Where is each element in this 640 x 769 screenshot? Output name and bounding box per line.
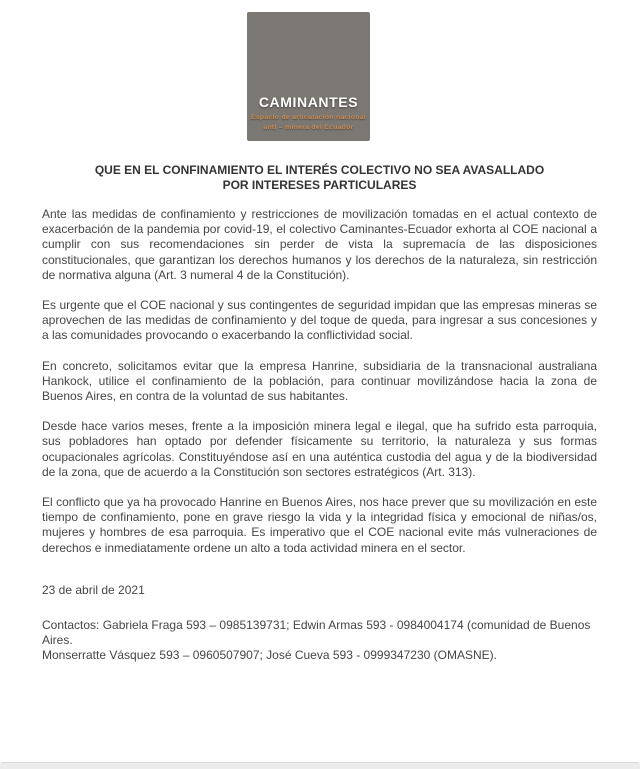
headline-line-2: POR INTERESES PARTICULARES bbox=[222, 178, 417, 192]
contacts-block bbox=[42, 618, 597, 664]
headline-line-1: QUE EN EL CONFINAMIENTO EL INTERÉS COLECTIVO NO SEA AVASALLADO bbox=[94, 163, 545, 177]
caminantes-logo-subtitle-line1: Espacio de articulación nacional bbox=[251, 114, 366, 121]
caminantes-logo-subtitle-line2: anti – minera del Ecuador bbox=[263, 124, 354, 131]
paragraph-4: Desde hace varios meses, frente a la imposición minera legal e ilegal, que ha sufrido esta parroquia, sus pobladores han optado por defender físicamente su territorio, la naturaleza y sus formas ocupacionales agrícolas. Constituyéndose así en una auténtica custodia del agua y de la biodiversidad de la zona, que de acuerdo a la Constitución son sectores estratégicos (Art. 313). bbox=[42, 419, 597, 479]
paragraph-1: Ante las medidas de confinamiento y restricciones de movilización tomadas en el actual contexto de exacerbación de la pandemia por covid-19, el colectivo Caminantes-Ecuador exhorta al COE nacional a cumplir con sus recomendaciones sin perder de vista la supremacía de las disposiciones constitucionales, que garantizan los derechos humanos y los derechos de la naturaleza, sin restricción de normativa alguna (Art. 3 numeral 4 de la Constitución). bbox=[42, 207, 597, 282]
paragraph-5: El conflicto que ya ha provocado Hanrine en Buenos Aires, nos hace prever que su movilización en este tiempo de confinamiento, pone en grave riesgo la vida y la integridad física y emocional de niñas/os, mujeres y hombres de esa parroquia. Es imperativo que el COE nacional evite más vulneraciones de derechos e inmediatamente ordene un alto a toda actividad minera en el sector. bbox=[42, 495, 597, 555]
caminantes-logo-title: CAMINANTES bbox=[258, 94, 359, 110]
document-headline bbox=[42, 163, 597, 193]
paragraph-3: En concreto, solicitamos evitar que la empresa Hanrine, subsidiaria de la transnacional australiana Hankock, utilice el confinamiento de la población, para continuar movilizándose hacia la zona de Buenos Aires, en contra de la voluntad de sus habitantes. bbox=[42, 358, 597, 404]
paragraph-2: Es urgente que el COE nacional y sus contingentes de seguridad impidan que las empresas mineras se aprovechen de las medidas de confinamiento y del toque de queda, para ingresar a sus concesiones y a las comunidades provocando o exacerbando la conflictividad social. bbox=[42, 298, 597, 343]
document-date: 23 de abril de 2021 bbox=[42, 582, 145, 597]
caminantes-logo-photo bbox=[247, 12, 370, 141]
bottom-ui-strip bbox=[0, 762, 640, 769]
document-body bbox=[42, 207, 597, 556]
contacts-line-2: Monserratte Vásquez 593 – 0960507907; José Cueva 593 - 0999347230 (OMASNE). bbox=[42, 648, 497, 663]
contacts-line-1: Contactos: Gabriela Fraga 593 – 0985139731; Edwin Armas 593 - 0984004174 (comunidad de Buenos Aires. bbox=[42, 618, 591, 648]
